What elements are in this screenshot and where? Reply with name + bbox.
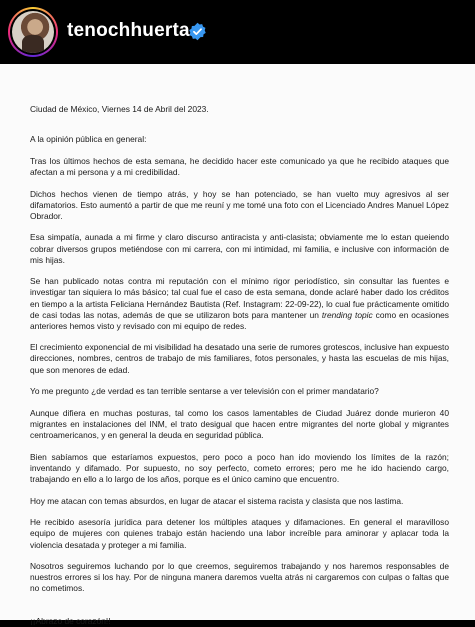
letter-salutation: A la opinión pública en general: — [30, 134, 147, 145]
letter-paragraph-8: Bien sabíamos que estaríamos expuestos, pero poco a poco han ido moviendo los límites de la razón; inventando y difamado. Por supuesto, no soy perfecto, cometo errores; pero me he ido haciendo cargo, trabajando en ello a lo largo de los años, porque es el único camino que encuentro. — [30, 451, 449, 484]
letter-closing: ¡¡Abrazo de corazón!! — [30, 615, 111, 626]
profile-avatar[interactable] — [8, 7, 58, 57]
username-link[interactable]: tenochhuerta — [67, 20, 190, 41]
verified-badge-icon — [188, 22, 207, 41]
avatar-image — [12, 11, 54, 53]
letter-paragraph-2: Dichos hechos vienen de tiempo atrás, y hoy se han potenciado, se han vuelto muy agresivos al ser difamatorios. Esto aumentó a partir de que me reuní y me tomé una foto con el Licenciado Andres Manuel López Obrador. — [30, 188, 449, 221]
letter-paragraph-6: Yo me pregunto ¿de verdad es tan terrible sentarse a ver televisión con el primer mandatario? — [30, 386, 379, 397]
letter-paragraph-11: Nosotros seguiremos luchando por lo que creemos, seguiremos trabajando y nos haremos responsables de nuestros errores si los hay. Por de ninguna manera daremos vuelta atrás ni cargaremos con culpas o faltas que no cometimos. — [30, 561, 449, 594]
avatar-border — [10, 9, 56, 55]
letter-paragraph-4-emphasis: trending topic — [321, 309, 373, 320]
letter-paragraph-3: Esa simpatía, aunada a mi firme y claro discurso antiracista y anti-clasista; obviamente me lo estan queiendo cobrar diversos grupos metiéndose con mi carrera, con mi intimidad, mi familia, e inclusive con información de mis hijas. — [30, 232, 449, 265]
letter-paragraph-10: He recibido asesoría jurídica para detener los múltiples ataques y difamaciones. En general el maravilloso equipo de mujeres con quienes trabajo están haciendo una labor increíble para aminorar y aplacar toda la violencia desatada y proteger a mi familia. — [30, 517, 449, 550]
letter-document — [0, 64, 475, 626]
letter-date: Ciudad de México, Viernes 14 de Abril del 2023. — [30, 104, 209, 114]
letter-paragraph-4-part-2: como en ocasiones anteriores hemos visto y revisado con mi equipo de redes. — [30, 309, 449, 331]
letter-paragraph-7: Aunque difiera en muchas posturas, tal como los casos lamentables de Ciudad Juárez donde murieron 40 migrantes en instalaciones del INM, el trato desigual que hacen entre migrantes del norte global y migrantes centroamericanos, y en general la deuda en seguridad pública. — [30, 407, 449, 441]
letter-paragraph-4 — [30, 276, 449, 331]
letter-paragraph-1: Tras los últimos hechos de esta semana, he decidido hacer este comunicado ya que he recibido ataques que afectan a mi persona y a mi credibilidad. — [30, 155, 449, 177]
letter-paragraph-5: El crecimiento exponencial de mi visibilidad ha desatado una serie de rumores grotescos, inclusive han expuesto direcciones, nombres, centros de trabajo de mis familiares, fotos personales, y hasta las escuelas de mis hijas, que son menores de edad. — [30, 342, 449, 375]
letter-paragraph-9: Hoy me atacan con temas absurdos, en lugar de atacar el sistema racista y clasista que nos lastima. — [30, 495, 404, 506]
letter-paragraph-4-part-1: Se han publicado notas contra mi reputación con el mínimo rigor periodístico, sin consultar las fuentes e investigar tan siquiera lo más básico; tal cual fue el caso de esta semana, donde aclaré haber dado los créditos en tiempo a la artista Feliciana Hernández Bautista (Ref. Instagram: 22-09-22), lo cual fue prácticamente omitido de casi todas las notas, además de que se utilizaron bots para mantener un — [30, 276, 449, 320]
post-header — [0, 0, 475, 64]
